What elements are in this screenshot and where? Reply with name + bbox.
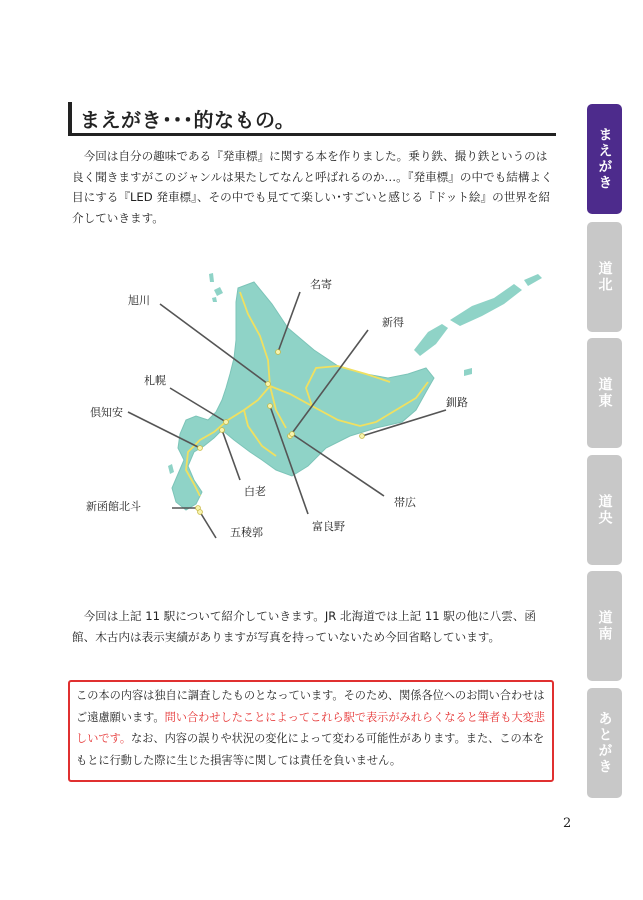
label-obihiro: 帯広 bbox=[394, 496, 416, 509]
label-shinhakodate: 新函館北斗 bbox=[86, 500, 141, 513]
island-kunashiri bbox=[414, 324, 448, 356]
island-rebun bbox=[209, 273, 214, 282]
island-etorofu bbox=[450, 284, 522, 326]
section-heading bbox=[68, 102, 556, 134]
tab-label: あとがき bbox=[596, 711, 613, 775]
tab-label: 道北 bbox=[596, 261, 613, 293]
label-asahikawa: 旭川 bbox=[128, 294, 150, 307]
page-title: まえがき･･･的なもの。 bbox=[80, 108, 296, 132]
label-nayoro: 名寄 bbox=[310, 278, 332, 291]
heading-bar bbox=[68, 102, 72, 136]
page-number: 2 bbox=[563, 816, 572, 831]
island-okushiri bbox=[168, 464, 174, 474]
island-teuri bbox=[212, 297, 217, 302]
label-sapporo: 札幌 bbox=[144, 374, 166, 387]
notice-warning-text: 問い合わせしたことによってこれら駅で表示がみれらくなると筆者も大変悲しいです。 bbox=[76, 710, 545, 745]
tab-label: 道東 bbox=[596, 377, 613, 409]
tab-label: 道南 bbox=[596, 610, 613, 642]
label-goryokaku: 五稜郭 bbox=[230, 526, 263, 539]
island-urup bbox=[524, 274, 542, 286]
label-shiraoi: 白老 bbox=[244, 485, 266, 498]
label-kutchan: 倶知安 bbox=[90, 406, 123, 419]
heading-underline bbox=[68, 133, 556, 136]
label-shintoku: 新得 bbox=[382, 316, 404, 329]
island-rishiri bbox=[214, 287, 223, 296]
tab-label: 道央 bbox=[596, 494, 613, 526]
body-paragraph: 今回は上記 11 駅について紹介していきます。JR 北海道では上記 11 駅の他に八雲、函館、木古内は表示実績がありますが写真を持っていないため今回省略しています。 bbox=[72, 609, 537, 644]
island-shikotan bbox=[464, 368, 472, 376]
label-kushiro: 釧路 bbox=[446, 396, 468, 409]
tab-dou[interactable] bbox=[587, 455, 622, 565]
tab-doto[interactable] bbox=[587, 338, 622, 448]
tab-donan[interactable] bbox=[587, 571, 622, 681]
label-furano: 富良野 bbox=[312, 520, 345, 533]
tab-label: まえがき bbox=[596, 127, 613, 191]
notice-text-continued: なお、内容の誤りや状況の変化によって変わる可能性があります。また、この本をもとに行動した際に生じた損害等に関しては責任を負いません。 bbox=[76, 732, 545, 767]
notice-text: この本の内容は独自に調査したものとなっています。そのため、関係各位へのお問い合わせはご遠慮願います。 bbox=[76, 689, 545, 724]
tab-atogaki[interactable] bbox=[587, 688, 622, 798]
tab-maegaki[interactable] bbox=[587, 104, 622, 214]
notice-box bbox=[68, 680, 554, 782]
intro-paragraph: 今回は自分の趣味である『発車標』に関する本を作りました。乗り鉄、撮り鉄というのは良く聞きますがこのジャンルは果たしてなんと呼ばれるのか…。『発車標』の中でも結構よく目にする『LED 発車標』、その中でも見てて楽しい･すごいと感じる『ドット絵』の世界を紹介していきます。 bbox=[72, 149, 553, 225]
tab-dohoku[interactable] bbox=[587, 222, 622, 332]
hokkaido-map bbox=[76, 270, 566, 560]
